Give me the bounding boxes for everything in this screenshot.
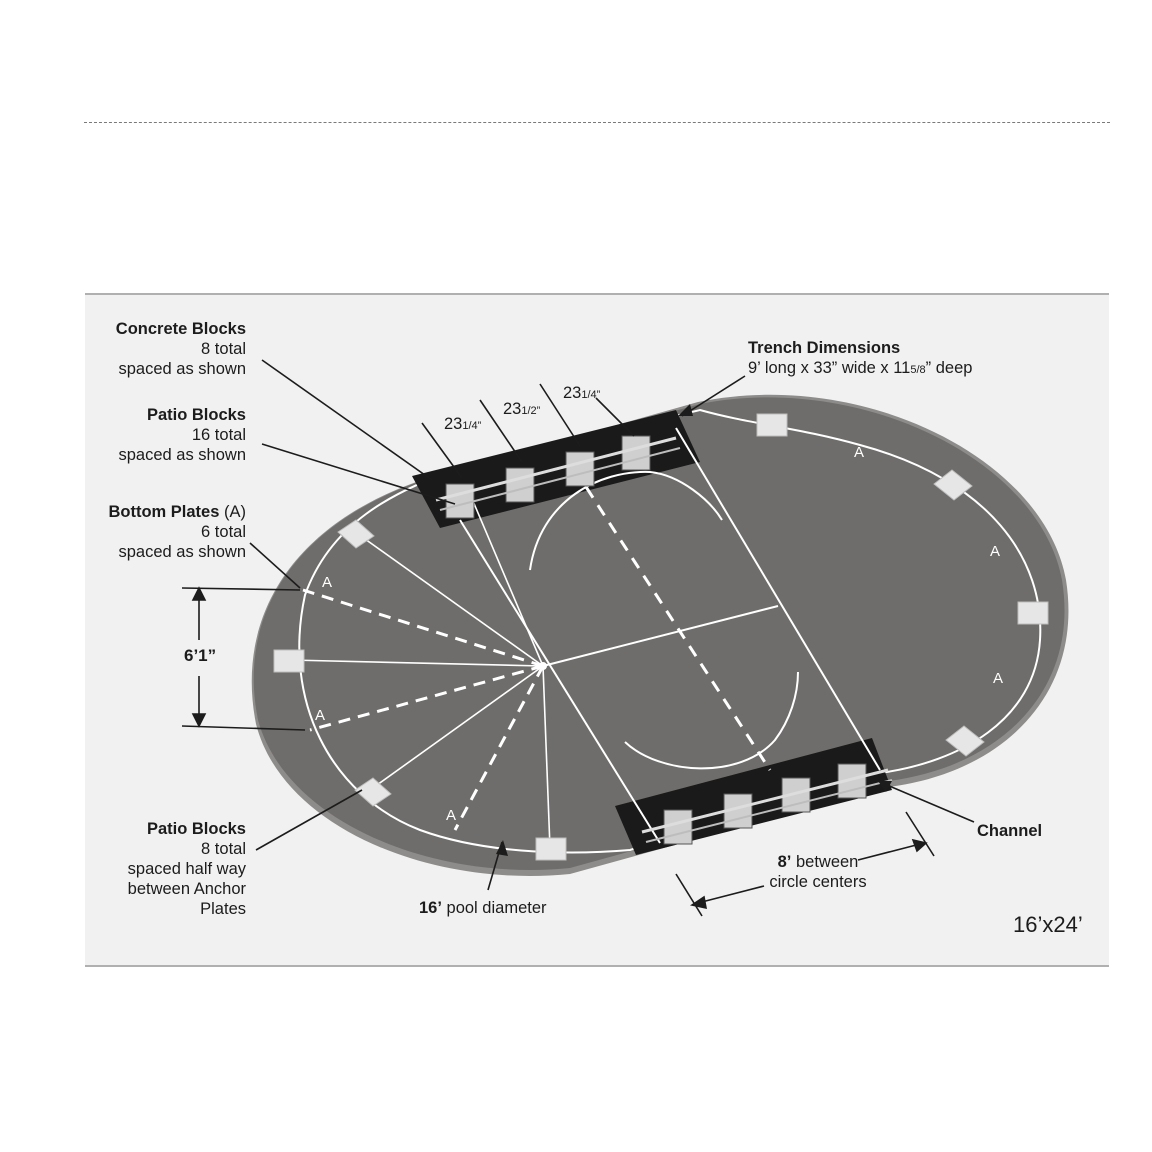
spacing-3-frac: 1/4” xyxy=(581,389,601,401)
patio-blocks-bottom-label xyxy=(60,819,246,919)
trench-detail-a: 9’ long x 33” wide x 11 xyxy=(748,359,911,377)
patio-blocks-bottom-line4: between Anchor xyxy=(127,880,246,898)
plate-marker-a: A xyxy=(990,543,1001,560)
trench-detail-b: ” deep xyxy=(925,359,973,377)
patio-blocks-bottom-count: 8 total xyxy=(201,840,246,858)
patio-blocks-top-label xyxy=(60,405,246,465)
between-centers-label xyxy=(758,852,878,892)
patio-blocks-bottom-title: Patio Blocks xyxy=(146,820,246,838)
spacing-label-3 xyxy=(563,383,600,405)
left-circle-center xyxy=(539,662,547,670)
plate-marker-a: A xyxy=(993,670,1004,687)
pool-size-label: 16’x24’ xyxy=(1013,912,1083,937)
between-bold: 8’ xyxy=(777,853,792,871)
spacing-label-2 xyxy=(503,399,540,421)
plate-marker-a: A xyxy=(322,574,333,591)
plate-marker-a: A xyxy=(854,444,865,461)
patio-blocks-top-title: Patio Blocks xyxy=(146,406,246,424)
spacing-3-whole: 23 xyxy=(563,384,582,402)
concrete-blocks-title: Concrete Blocks xyxy=(115,320,246,338)
trench-dimensions-label xyxy=(748,338,972,380)
pool-diameter-rest: pool diameter xyxy=(441,899,547,917)
plate-marker-a: A xyxy=(315,707,326,724)
concrete-blocks-label xyxy=(60,319,246,379)
bottom-plates-title: Bottom Plates xyxy=(108,503,220,521)
patio-blocks-bottom-line5: Plates xyxy=(200,900,246,918)
bottom-plates-count: 6 total xyxy=(201,523,246,541)
pool-diameter-label xyxy=(419,898,547,918)
plate-marker-a: A xyxy=(446,807,457,824)
concrete-blocks-count: 8 total xyxy=(201,340,246,358)
between-rest: between xyxy=(791,853,859,871)
bottom-plates-suffix: (A) xyxy=(219,503,246,521)
bottom-plates-label xyxy=(60,502,246,562)
patio-blocks-bottom-line3: spaced half way xyxy=(127,860,246,878)
spacing-1-frac: 1/4” xyxy=(462,420,482,432)
spacing-1-whole: 23 xyxy=(444,415,463,433)
patio-blocks-top-note: spaced as shown xyxy=(118,446,246,464)
pool-diameter-bold: 16’ xyxy=(419,899,442,917)
spacing-2-whole: 23 xyxy=(503,400,522,418)
trench-title: Trench Dimensions xyxy=(748,339,901,357)
patio-blocks-top-count: 16 total xyxy=(191,426,246,444)
spacing-2-frac: 1/2” xyxy=(521,405,541,417)
trench-detail-frac: 5/8 xyxy=(910,364,926,376)
dimension-6-1-label: 6’1” xyxy=(184,646,217,665)
concrete-blocks-note: spaced as shown xyxy=(118,360,246,378)
channel-label: Channel xyxy=(977,822,1043,840)
between-line2: circle centers xyxy=(769,873,867,891)
spacing-label-1 xyxy=(444,414,481,436)
bottom-plates-note: spaced as shown xyxy=(118,543,246,561)
